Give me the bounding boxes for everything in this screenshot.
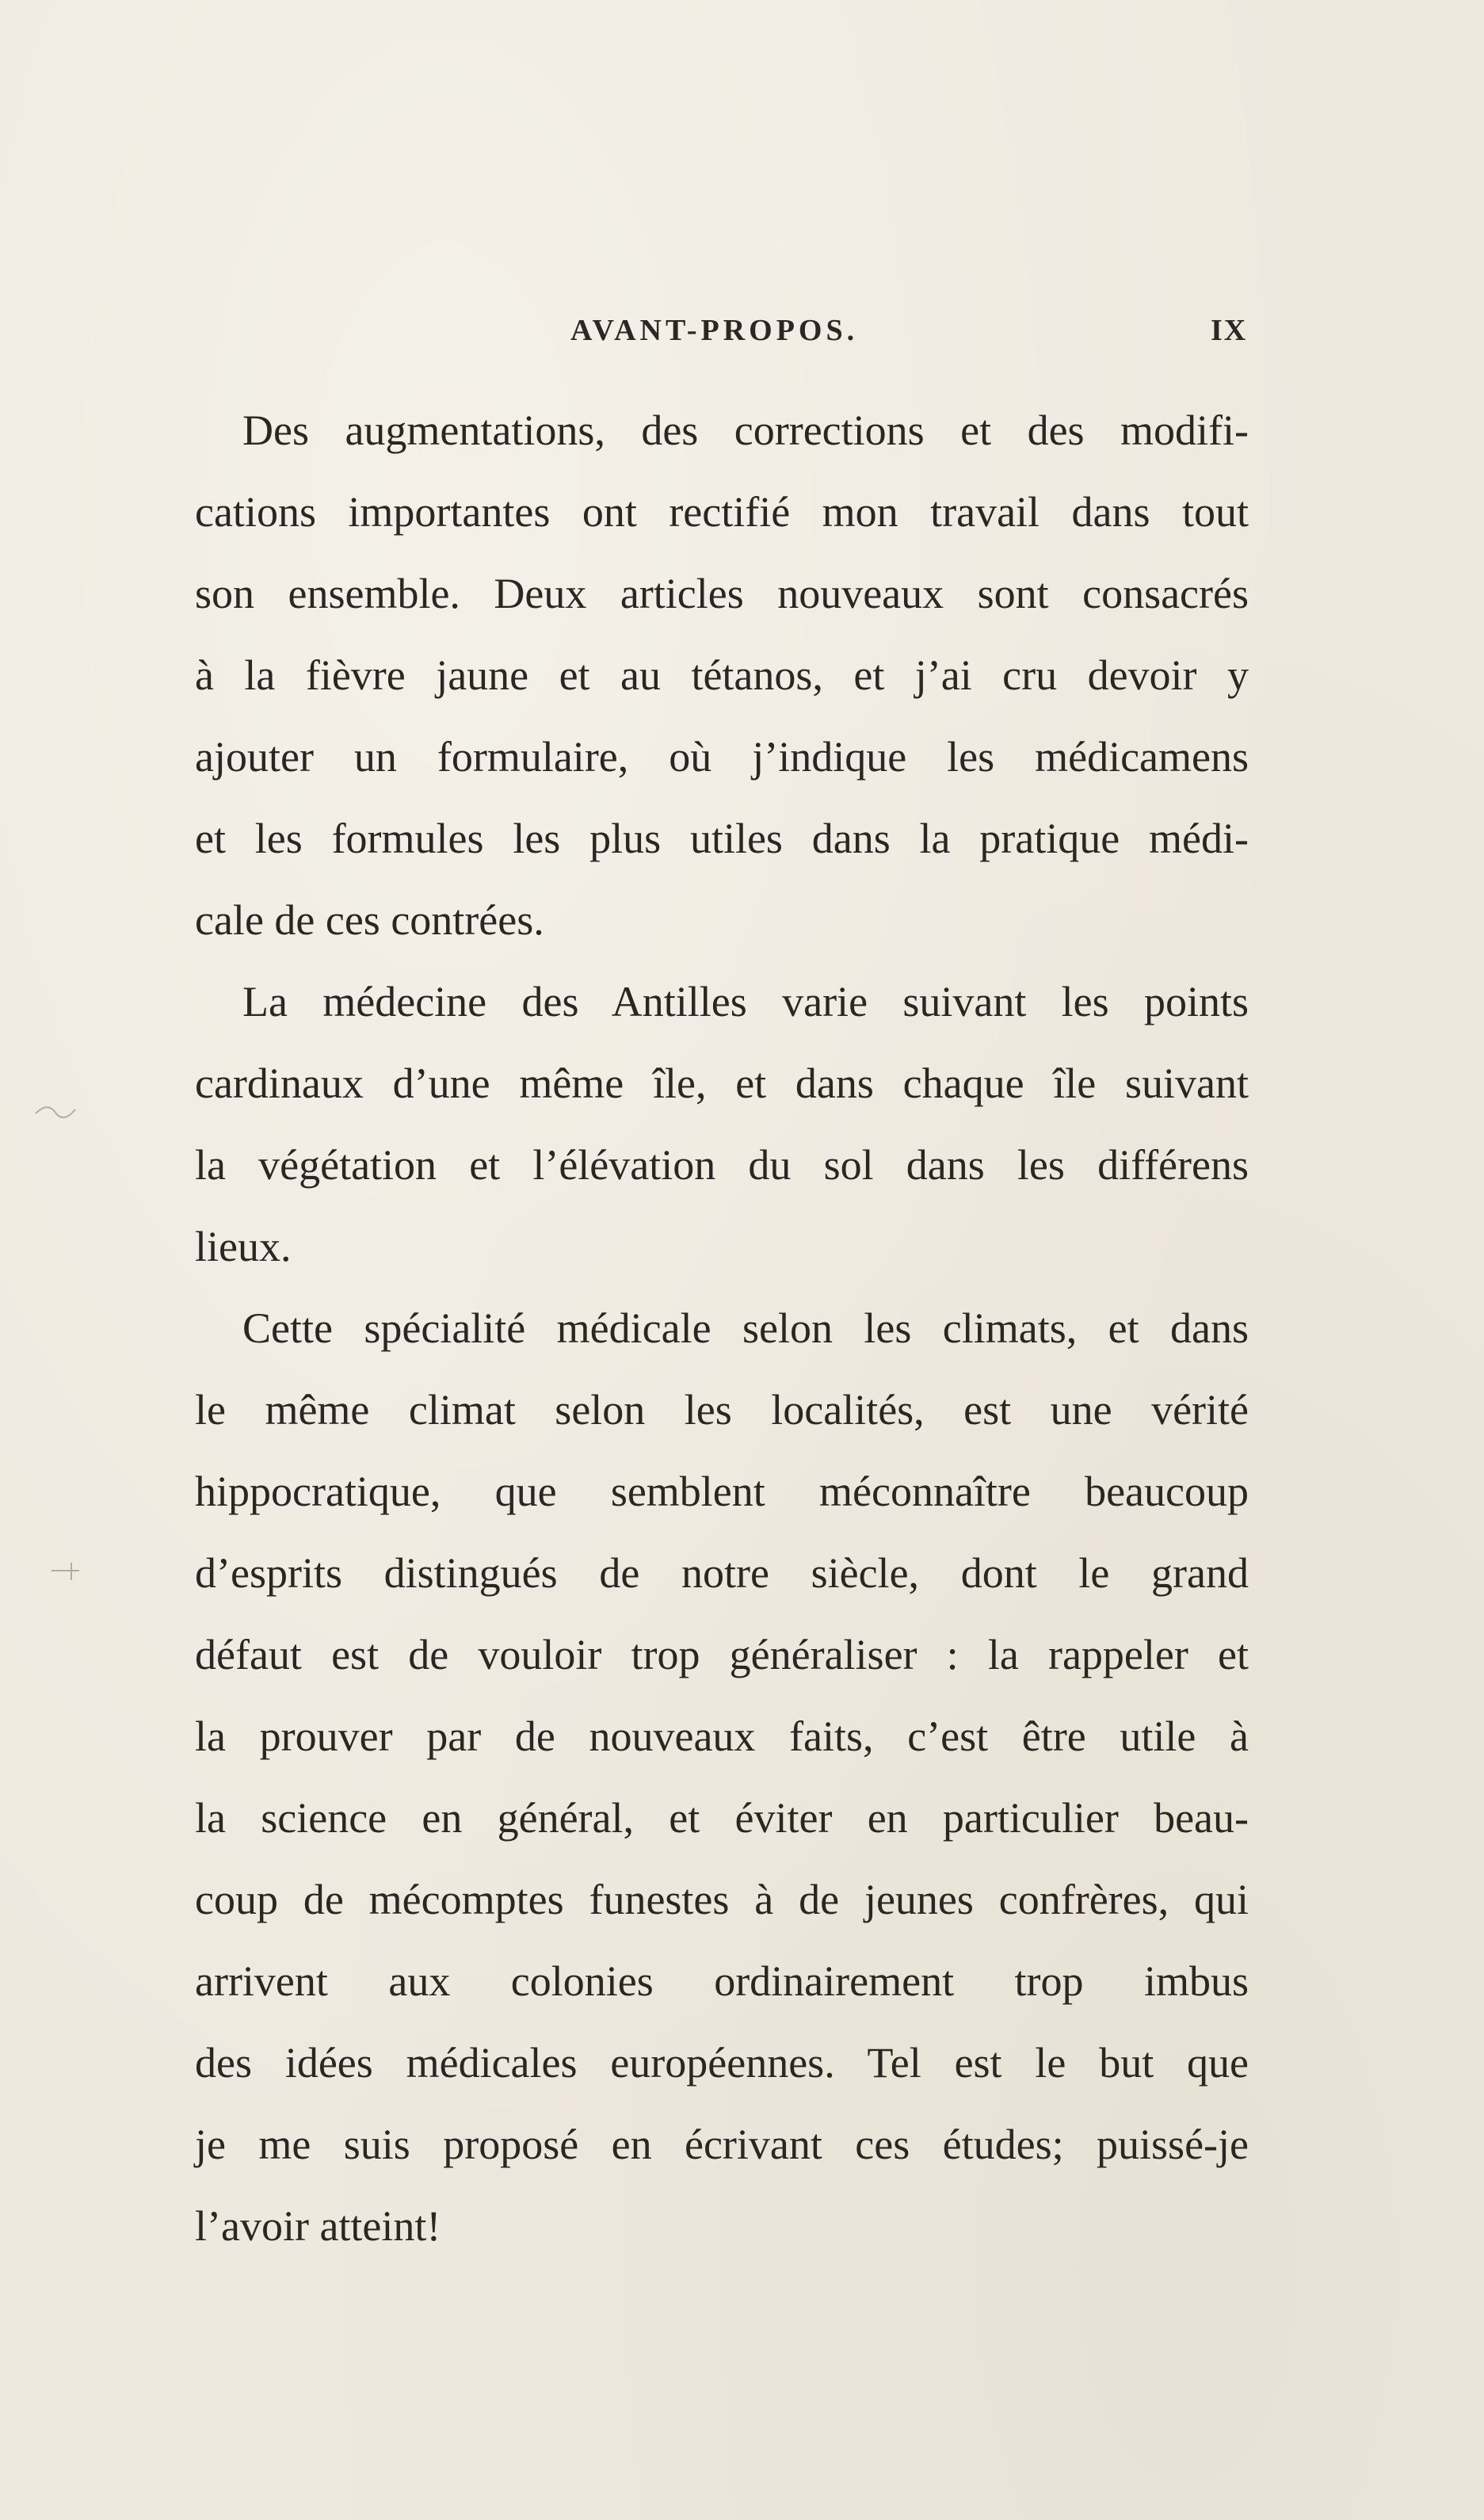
text-line: l’avoir atteint! [195,2202,441,2250]
text-line: défaut est de vouloir trop généraliser : la rappeler et [195,1631,1249,1678]
text-line: cations importantes ont rectifié mon travail dans tout [195,488,1249,536]
text-line: cardinaux d’une même île, et dans chaque île suivant [195,1060,1249,1107]
text-line: le même climat selon les localités, est une vérité [195,1386,1249,1434]
running-head [0,313,1484,361]
text-line: son ensemble. Deux articles nouveaux sont consacrés [195,570,1249,617]
text-line: la prouver par de nouveaux faits, c’est être utile à [195,1712,1249,1760]
text-line: La médecine des Antilles varie suivant les points [242,978,1249,1025]
text-line: lieux. [195,1223,292,1270]
text-line: coup de mécomptes funestes à de jeunes confrères, qui [195,1876,1249,1923]
text-line: Des augmentations, des corrections et des modifi- [242,407,1249,454]
text-line: hippocratique, que semblent méconnaître beaucoup [195,1468,1249,1515]
margin-smudge [32,1086,79,1133]
text-line: des idées médicales européennes. Tel est le but que [195,2039,1249,2087]
paragraph-1 [195,390,1249,961]
text-line: arrivent aux colonies ordinairement trop imbus [195,1957,1249,2005]
running-head-title: AVANT-PROPOS. [570,314,859,347]
text-line: d’esprits distingués de notre siècle, dont le grand [195,1549,1249,1597]
text-line: la végétation et l’élévation du sol dans les différens [195,1141,1249,1189]
paragraph-2 [195,961,1249,1288]
body-text [195,390,1249,2267]
paragraph-3 [195,1288,1249,2267]
text-line: cale de ces contrées. [195,896,544,944]
text-line: ajouter un formulaire, où j’indique les médicamens [195,733,1249,781]
text-line: à la fièvre jaune et au tétanos, et j’ai cru devoir y [195,651,1249,699]
text-line: la science en général, et éviter en particulier beau- [195,1794,1249,1842]
text-line: je me suis proposé en écrivant ces études; puissé-je [195,2121,1249,2168]
margin-smudge [48,1553,95,1585]
page-number: IX [1211,314,1248,347]
text-line: et les formules les plus utiles dans la pratique médi- [195,815,1249,862]
text-line: Cette spécialité médicale selon les climats, et dans [242,1304,1249,1352]
